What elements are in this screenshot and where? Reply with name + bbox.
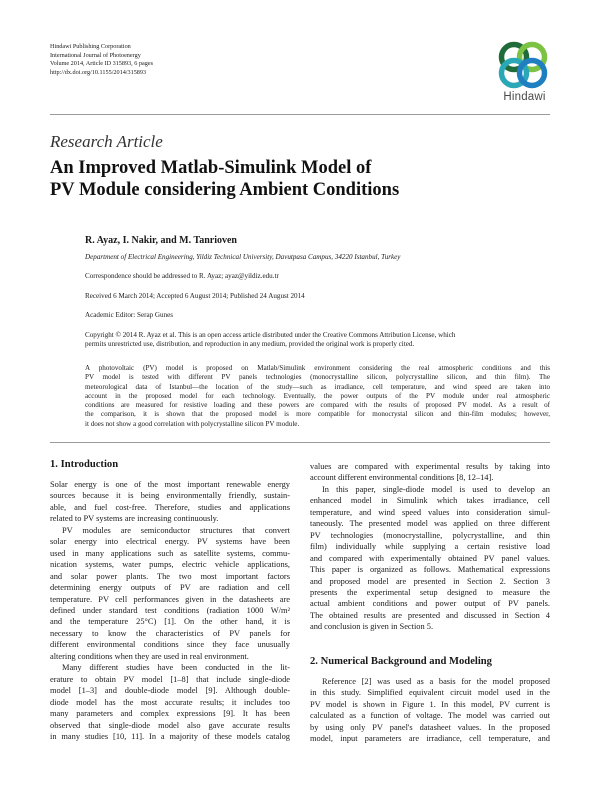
publisher: Hindawi Publishing Corporation [50,43,131,50]
copyright [85,331,550,350]
body-line: many parameters and complex expressions [9]. It has been [50,709,290,719]
body-line: and compared with experimentally obtained PV panel values. [310,553,550,563]
body-line: diode model has the most accurate results; it includes too [50,697,290,707]
body-line: solar energy into electrical energy. PV systems have been [50,537,290,547]
article-type: Research Article [50,132,163,151]
volume-info: Volume 2014, Article ID 315893, 6 pages [50,60,153,68]
hindawi-logo [497,40,552,108]
abstract-line: the comparison, it is shown that the proposed model is more compatible for monocrystal silicon and thin-film modules; however, [85,410,550,419]
doi-link[interactable]: http://dx.doi.org/10.1155/2014/315893 [50,68,147,76]
academic-editor: Academic Editor: Serap Gunes [85,311,174,319]
body-line: in many studies [10, 11]. In a majority of these models catalog [50,731,290,741]
abstract-line: meteorological data of Istanbul—the location of the study—such as irradiance, cell temperature, and wind speed are taken into [85,382,550,391]
title-line: An Improved Matlab-Simulink Model of [50,158,372,178]
authors: R. Ayaz, I. Nakir, and M. Tanrioven [85,235,237,246]
body-line: and proposed model are presented in Section 2. Section 3 [310,576,550,586]
affiliation: Department of Electrical Engineering, Yildiz Technical University, Davutpasa Campus, 34220 Istanbul, Turkey [85,253,401,261]
abstract-line: account in the proposed model for each technology. Eventually, the power outputs of the PV module under real atmospheric [85,391,550,400]
body-line: defined under standard test conditions (radiation 1000 W/m² [50,605,290,615]
body-line: and solar power plants. The two most important factors [50,571,290,581]
body-line: In this paper, single-diode model is used to develop an [322,484,550,494]
body-line: The obtained results are presented and discussed in Section 4 [310,610,550,620]
body-line: related to PV systems are increasing continuously. [50,514,219,524]
body-line: This paper is organized as follows. Mathematical expressions [310,565,550,575]
abstract-divider [50,442,550,443]
hindawi-logo-icon [497,40,552,90]
body-line: necessary to know the characteristics of PV panels for [50,628,290,638]
introduction-body [50,479,290,742]
body-line: model, input parameters are irradiance, cell temperature, and [310,734,550,744]
section-heading-introduction: 1. Introduction [50,459,119,470]
section-heading-numerical-background: 2. Numerical Background and Modeling [310,656,492,667]
abstract-line: it does not show a good correlation with polycrystalline silicon PV module. [85,419,300,428]
abstract-line: PV model is tested with different PV panels technologies (monocrystalline silicon, polycrystalline silicon, and thin film). The [85,373,550,382]
header-divider [50,114,550,115]
body-line: actual ambient conditions and power output of PV panels. [310,599,550,609]
journal-header [50,43,153,77]
body-line: PV technologies (monocrystalline, polycrystalline, and thin [310,530,550,540]
body-line: temperature, and wind speed values into consideration simul- [310,507,550,517]
body-line: taneously. The presented model was applied on three different [310,519,550,529]
body-line: by using only PV panel's datasheet values. In the proposed [310,722,550,732]
paper-title [50,157,399,201]
copyright-line: permits unrestricted use, distribution, and reproduction in any medium, provided the original work is properly cited. [85,340,415,349]
introduction-continued [310,461,550,633]
dates: Received 6 March 2014; Accepted 6 August 2014; Published 24 August 2014 [85,292,305,300]
body-line: able, and fuel cost-free. Therefore, studies and applications [50,502,290,512]
body-line: and conclusion is given in Section 5. [310,622,434,632]
body-line: nication systems, water pumps, electric vehicle applications, [50,560,290,570]
body-line: different environmental conditions since they face unusually [50,640,290,650]
body-line: PV model is shown in Figure 1. In this model, PV current is [310,699,550,709]
body-line: model [1–3] and double-diode model [9]. Although double- [50,686,290,696]
body-line: altering conditions when they are used in real environment. [50,651,249,661]
body-line: determining energy outputs of PV are radiation and cell [50,583,290,593]
body-line: account different environmental conditions [8, 12–14]. [310,473,494,483]
body-line: in this study. Simplified equivalent circuit model used in the [310,688,550,698]
title-line: PV Module considering Ambient Conditions [50,180,400,200]
body-line: and the temperature 25°C) [1]. On the other hand, it is [50,617,290,627]
body-line: Reference [2] was used as a basis for the model proposed [322,677,550,686]
body-line: film) individually while supplying a certain resistive load [310,542,550,552]
body-line: used in many applications such as satellite systems, commu- [50,548,290,558]
body-line: sources because it is being environmentally friendly, sustain- [50,491,290,501]
logo-wordmark: Hindawi [503,91,546,103]
body-line: enhanced model in Simulink which takes irradiance, cell [310,496,550,506]
journal-name: International Journal of Photoenergy [50,51,141,59]
abstract-line: A photovoltaic (PV) model is proposed on Matlab/Simulink environment considering the real atmospheric conditions and this [85,364,550,372]
body-line: temperature. PV cell performances given in the datasheets are [50,594,290,604]
body-line: values are compared with experimental results by taking into [310,462,550,471]
correspondence[interactable]: Correspondence should be addressed to R. Ayaz; ayaz@yildiz.edu.tr [85,272,279,280]
body-line: observed that single-diode model also gave accurate results [50,720,290,730]
body-line: Solar energy is one of the most important renewable energy [50,480,290,489]
copyright-line: Copyright © 2014 R. Ayaz et al. This is an open access article distributed under the Creative Commons Attribution License, which [85,331,456,339]
body-line: erature to obtain PV model [1–8] that include single-diode [50,674,290,684]
body-line: Many different studies have been conducted in the lit- [62,663,290,673]
numerical-background-body [310,676,550,745]
abstract [85,364,550,429]
abstract-line: conditions are measured for resistive loading and these powers are compared with the results of proposed PV model. As a result of [85,401,550,410]
body-line: calculated as a function of voltage. The model was carried out [310,711,550,721]
body-line: presents the experimental setup designed to measure the [310,587,550,597]
body-line: PV modules are semiconductor structures that convert [62,525,290,535]
